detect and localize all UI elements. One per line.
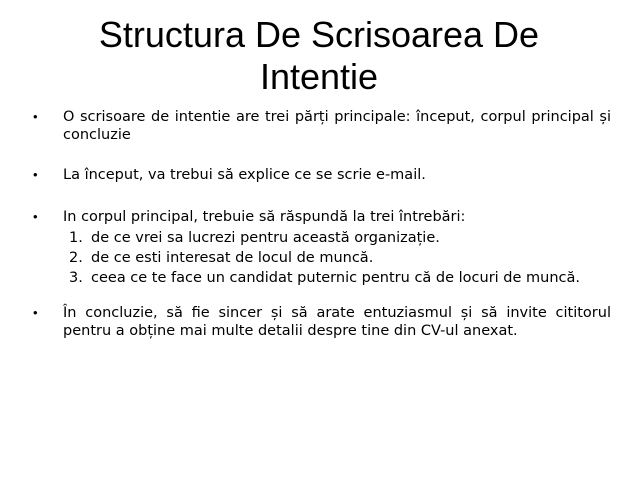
bullet-item — [33, 166, 611, 184]
slide-body — [33, 108, 611, 340]
slide-title-line-1: Structura De Scrisoarea De — [98, 14, 540, 55]
bullet-text: O scrisoare de intentie are trei părți principale: început, corpul principal și concluzie — [63, 109, 611, 143]
list-number: 2. — [69, 250, 83, 266]
bullet-text: In corpul principal, trebuie să răspundă la trei întrebări: — [63, 209, 466, 225]
bullet-text: La început, va trebui să explice ce se scrie e-mail. — [63, 167, 426, 183]
list-number: 3. — [69, 270, 83, 286]
bullet-content — [63, 208, 611, 288]
bullet-icon: • — [33, 167, 38, 182]
list-item-text: de ce esti interesat de locul de muncă. — [91, 250, 374, 266]
slide-title — [40, 14, 598, 98]
bullet-text: În concluzie, să fie sincer și să arate entuziasmul și să invite cititorul pentru a obține mai multe detalii despre tine din CV-ul anexat. — [63, 305, 611, 339]
list-item-text: de ce vrei sa lucrezi pentru această organizație. — [91, 230, 440, 246]
numbered-list-item — [63, 248, 611, 268]
numbered-list — [63, 228, 611, 288]
bullet-icon: • — [33, 109, 38, 124]
bullet-icon: • — [33, 209, 38, 224]
slide-title-line-2: Intentie — [259, 56, 379, 97]
numbered-list-item — [63, 268, 611, 288]
list-item-text: ceea ce te face un candidat puternic pentru că de locuri de muncă. — [91, 270, 581, 286]
bullet-item — [33, 304, 611, 340]
list-number: 1. — [69, 230, 83, 246]
bullet-item — [33, 108, 611, 144]
bullet-icon: • — [33, 305, 38, 320]
bullet-item — [33, 208, 611, 288]
numbered-list-item — [63, 228, 611, 248]
